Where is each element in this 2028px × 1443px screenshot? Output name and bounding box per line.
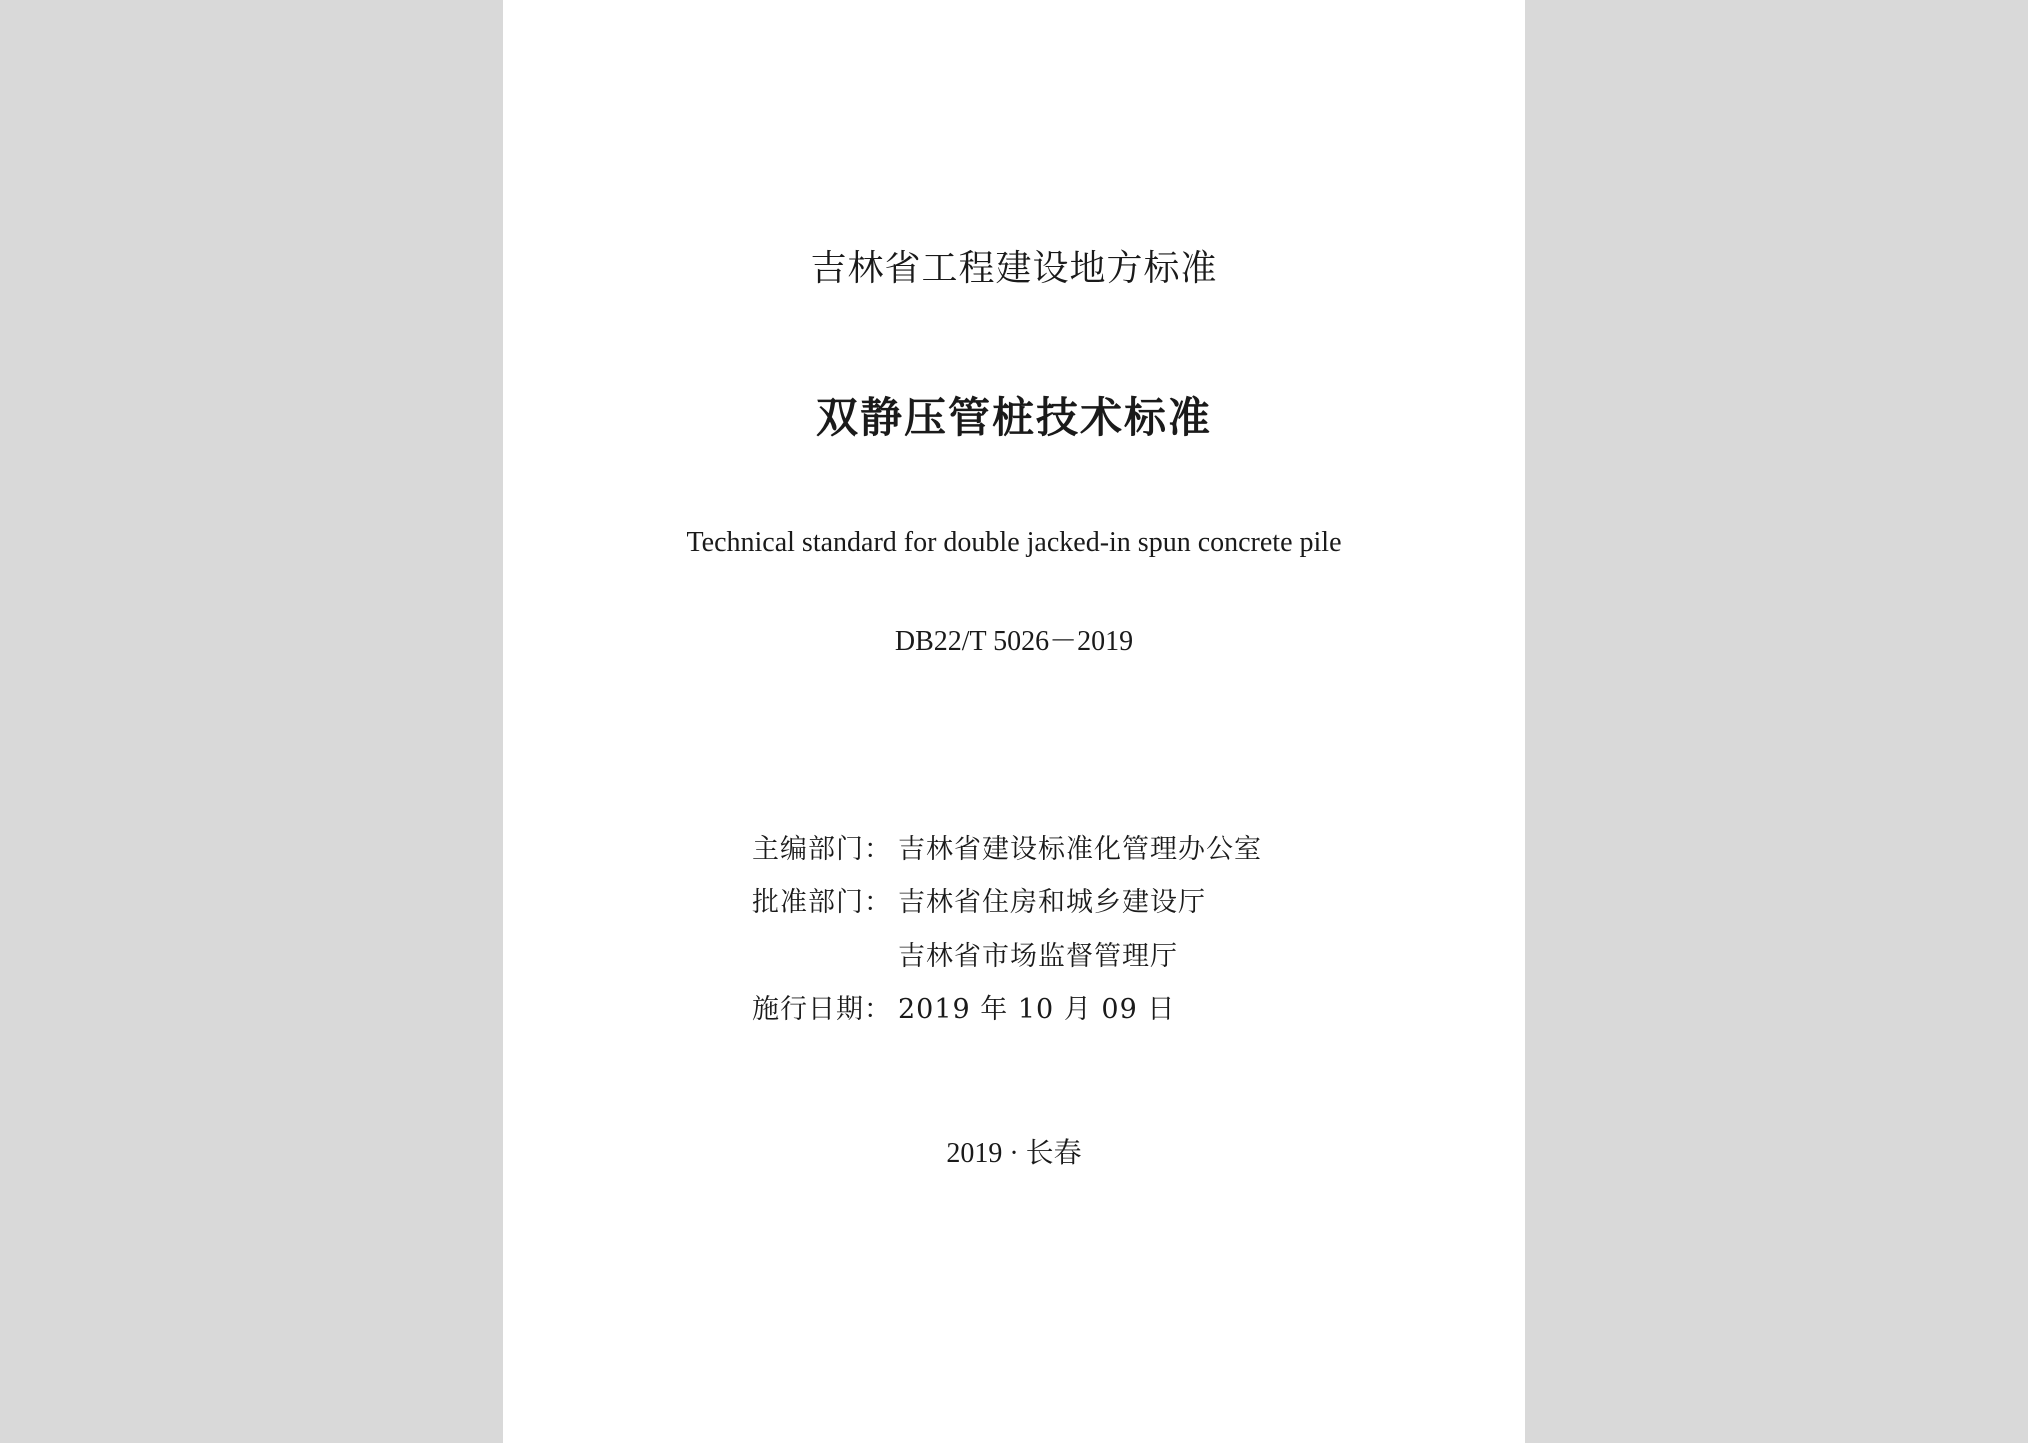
document-title-english: Technical standard for double jacked-in spun concrete pile	[686, 527, 1342, 558]
standard-series: 吉林省工程建设地方标准	[810, 248, 1218, 289]
standard-code: DB22/T 5026－2019	[894, 626, 1134, 657]
approver-row	[752, 883, 1206, 923]
approver-value-1: 吉林省住房和城乡建设厅	[898, 887, 1206, 918]
publication-footer: 2019 · 长春	[946, 1138, 1082, 1169]
effective-date-row	[752, 990, 1175, 1030]
approver-row-2	[752, 937, 1178, 977]
effective-date-label: 施行日期：	[752, 994, 892, 1025]
editor-value: 吉林省建设标准化管理办公室	[898, 834, 1262, 865]
effective-date-value: 2019 年 10 月 09 日	[898, 994, 1176, 1025]
approver-label: 批准部门：	[752, 887, 892, 918]
document-title-chinese: 双静压管桩技术标准	[815, 393, 1212, 442]
approver-value-2: 吉林省市场监督管理厅	[898, 941, 1178, 972]
editor-label: 主编部门：	[752, 834, 892, 865]
document-page	[503, 0, 1525, 1443]
editor-row	[752, 830, 1262, 870]
